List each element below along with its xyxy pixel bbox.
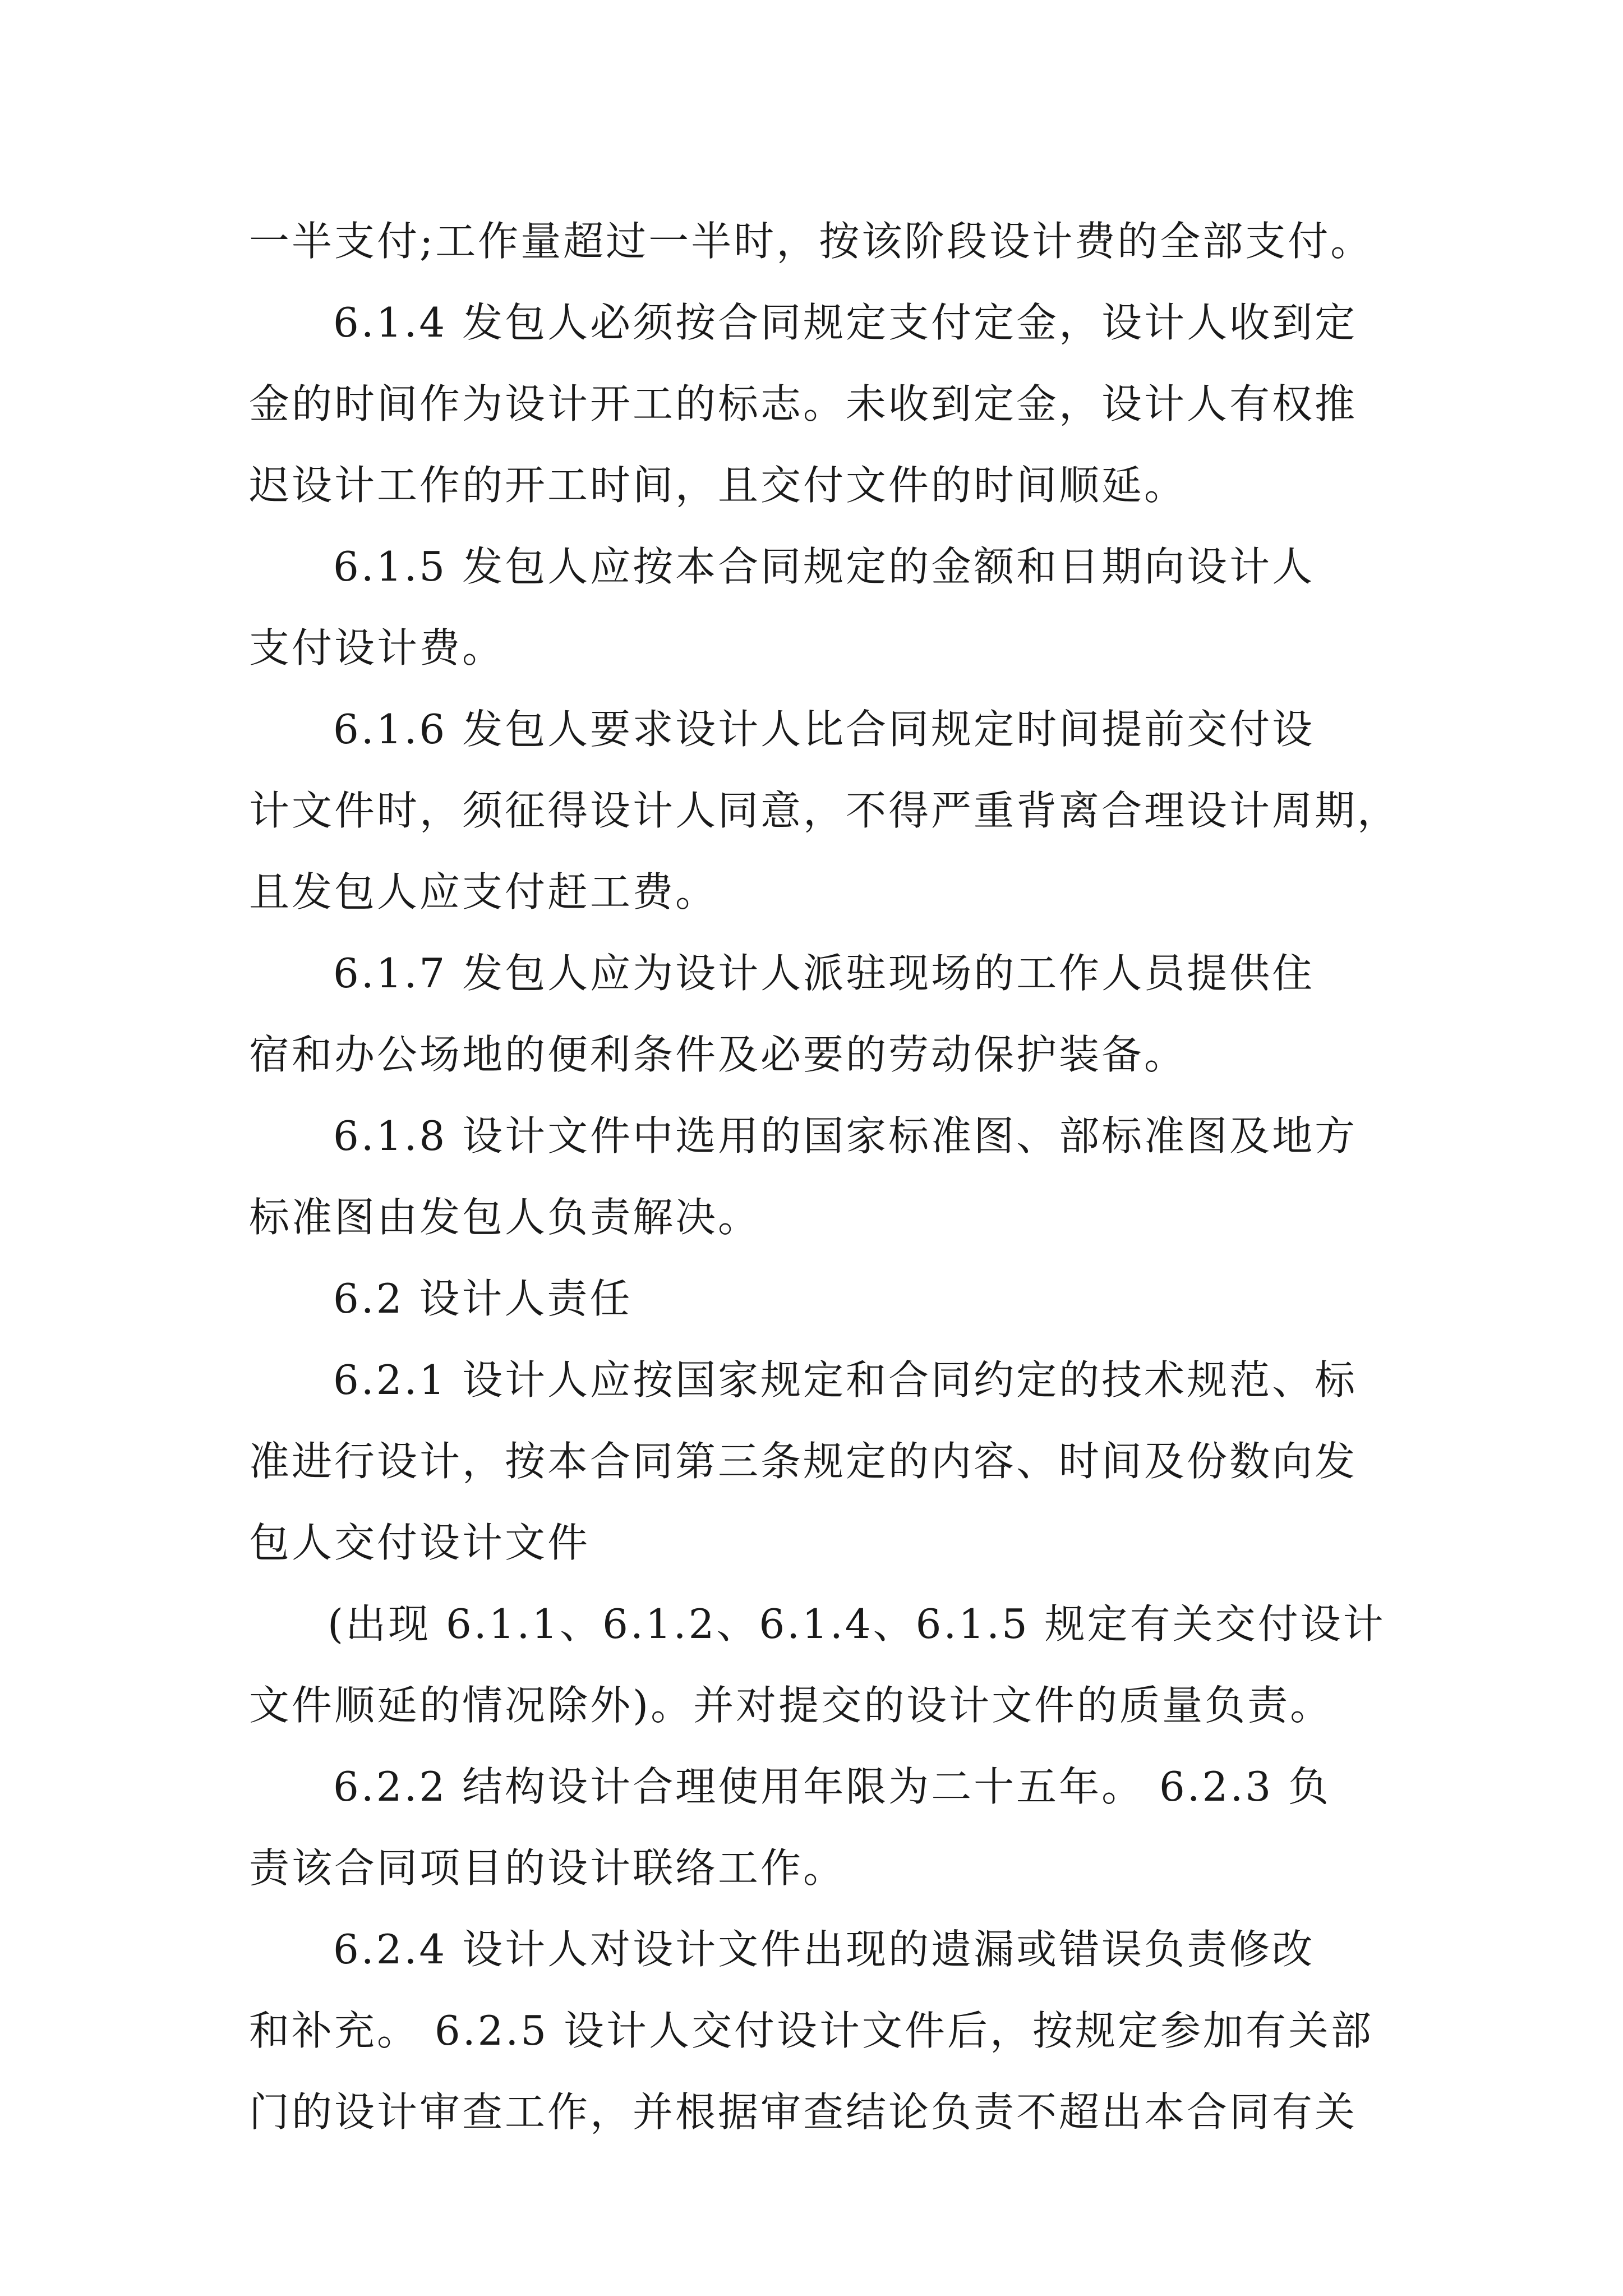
section-heading-6-2: 6.2 设计人责任 [333,1275,633,1322]
text-line: 文件顺延的情况除外)。并对提交的设计文件的质量负责。 [249,1682,1333,1729]
text-line: 迟设计工作的开工时间，且交付文件的时间顺延。 [249,462,1187,509]
text-line: 和补充。 6.2.5 设计人交付设计文件后，按规定参加有关部 [249,2007,1373,2054]
text-line: 金的时间作为设计开工的标志。未收到定金，设计人有权推 [249,380,1358,427]
text-line: 责该合同项目的设计联络工作。 [249,1844,846,1892]
text-line: 门的设计审查工作，并根据审查结论负责不超出本合同有关 [249,2088,1358,2136]
text-line: 计文件时，须征得设计人同意，不得严重背离合理设计周期， [249,787,1400,834]
clause-6-2-4-start: 6.2.4 设计人对设计文件出现的遗漏或错误负责修改 [333,1926,1315,1973]
text-line: 宿和办公场地的便利条件及必要的劳动保护装备。 [249,1031,1187,1078]
clause-6-1-4-start: 6.1.4 发包人必须按合同规定支付定金，设计人收到定 [333,299,1358,346]
text-line: 准进行设计，按本合同第三条规定的内容、时间及份数向发 [249,1438,1358,1485]
text-line: 一半支付;工作量超过一半时，按该阶段设计费的全部支付。 [249,218,1373,265]
text-line: 且发包人应支付赶工费。 [249,868,718,915]
clause-6-2-1-start: 6.2.1 设计人应按国家规定和合同约定的技术规范、标 [333,1356,1358,1404]
clause-6-1-7-start: 6.1.7 发包人应为设计人派驻现场的工作人员提供住 [333,950,1315,997]
clause-6-1-8-start: 6.1.8 设计文件中选用的国家标准图、部标准图及地方 [333,1112,1358,1159]
clause-6-1-6-start: 6.1.6 发包人要求设计人比合同规定时间提前交付设 [333,706,1315,753]
clause-6-2-2-start: 6.2.2 结构设计合理使用年限为二十五年。 6.2.3 负 [333,1763,1331,1810]
text-line: 标准图由发包人负责解决。 [249,1194,761,1241]
document-body [249,201,1400,2153]
parenthetical-line: (出现 6.1.1、6.1.2、6.1.4、6.1.5 规定有关交付设计 [328,1600,1386,1648]
clause-6-1-5-start: 6.1.5 发包人应按本合同规定的金额和日期向设计人 [333,543,1315,590]
text-line: 包人交付设计文件 [249,1519,591,1566]
text-line: 支付设计费。 [249,624,505,671]
